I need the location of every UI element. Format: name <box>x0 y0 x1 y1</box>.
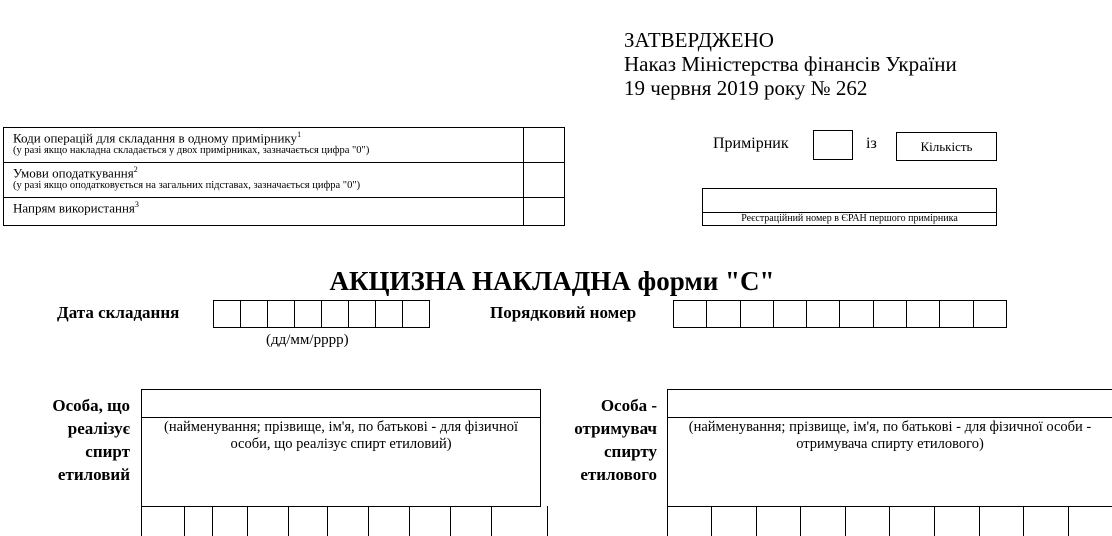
buyer-label <box>551 394 657 486</box>
approval-line-2: Наказ Міністерства фінансів України <box>624 52 957 76</box>
seller-label-line: спирт <box>85 442 130 461</box>
registration-caption: Реєстраційний номер в ЄРАН першого примірника <box>741 213 958 224</box>
usage-code-field[interactable] <box>524 198 565 226</box>
buyer-label-line: спирту <box>604 442 657 461</box>
seller-code-cells[interactable] <box>141 506 550 536</box>
date-digit-cell[interactable] <box>376 301 403 327</box>
serial-digit-cell[interactable] <box>940 301 973 327</box>
usage-label: Напрям використання <box>13 200 135 216</box>
seller-caption: (найменування; прізвище, ім'я, по батькові - для фізичної особи, що реалізує спирт етиловий) <box>164 419 518 452</box>
seller-field[interactable] <box>141 389 541 507</box>
seller-label <box>26 394 130 486</box>
serial-number-label: Порядковий номер <box>490 303 637 322</box>
codes-row-taxation <box>4 163 524 198</box>
footnote-mark: 3 <box>134 200 139 209</box>
serial-digit-cell[interactable] <box>974 301 1007 327</box>
date-digit-cell[interactable] <box>241 301 268 327</box>
of-label: із <box>866 135 877 152</box>
page-title <box>0 266 1112 297</box>
date-digit-cell[interactable] <box>322 301 349 327</box>
buyer-code-cells[interactable] <box>667 506 1109 536</box>
codes-row-usage <box>4 198 524 226</box>
copy-label: Примірник <box>713 135 789 152</box>
date-digit-cell[interactable] <box>403 301 430 327</box>
operations-hint: (у разі якщо накладна складається у двох примірниках, зазначається цифра "0") <box>13 145 370 157</box>
approval-line-1: ЗАТВЕРДЖЕНО <box>624 28 774 52</box>
serial-digit-cell[interactable] <box>774 301 807 327</box>
serial-number-field[interactable] <box>673 300 1007 328</box>
buyer-label-line: етилового <box>580 465 657 484</box>
operations-code-field[interactable] <box>524 128 565 163</box>
buyer-caption: (найменування; прізвище, ім'я, по батькові - для фізичної особи - отримувача спирту етилового) <box>688 419 1092 452</box>
date-format-hint: (дд/мм/рррр) <box>266 332 349 348</box>
approval-stamp <box>624 28 957 100</box>
taxation-code-field[interactable] <box>524 163 565 198</box>
copy-number-field[interactable] <box>813 130 853 160</box>
serial-digit-cell[interactable] <box>807 301 840 327</box>
date-digit-cell[interactable] <box>214 301 241 327</box>
date-digit-cell[interactable] <box>295 301 322 327</box>
approval-line-3: 19 червня 2019 року № 262 <box>624 76 868 100</box>
divider <box>668 417 1112 418</box>
quantity-field[interactable]: Кількість <box>896 132 997 161</box>
seller-label-line: етиловий <box>57 465 130 484</box>
seller-label-line: реалізує <box>67 419 130 438</box>
serial-digit-cell[interactable] <box>674 301 707 327</box>
footnote-mark: 1 <box>297 130 302 139</box>
codes-row-operations <box>4 128 524 163</box>
date-digit-cell[interactable] <box>349 301 376 327</box>
date-field[interactable] <box>213 300 430 328</box>
serial-digit-cell[interactable] <box>840 301 873 327</box>
date-digit-cell[interactable] <box>268 301 295 327</box>
seller-label-line: Особа, що <box>52 396 130 415</box>
serial-digit-cell[interactable] <box>907 301 940 327</box>
serial-digit-cell[interactable] <box>707 301 740 327</box>
taxation-label: Умови оподаткування <box>13 165 134 181</box>
title-text: АКЦИЗНА НАКЛАДНА форми "С" <box>329 266 775 296</box>
buyer-label-line: отримувач <box>574 419 657 438</box>
operations-label: Коди операцій для складання в одному примірнику <box>13 130 298 146</box>
serial-digit-cell[interactable] <box>874 301 907 327</box>
date-label: Дата складання <box>57 303 180 322</box>
buyer-field[interactable] <box>667 389 1112 507</box>
serial-digit-cell[interactable] <box>741 301 774 327</box>
footnote-mark: 2 <box>133 165 138 174</box>
codes-table <box>3 127 565 226</box>
divider <box>142 417 540 418</box>
taxation-hint: (у разі якщо оподатковується на загальних підставах, зазначається цифра "0") <box>13 180 361 192</box>
buyer-label-line: Особа - <box>600 396 657 415</box>
